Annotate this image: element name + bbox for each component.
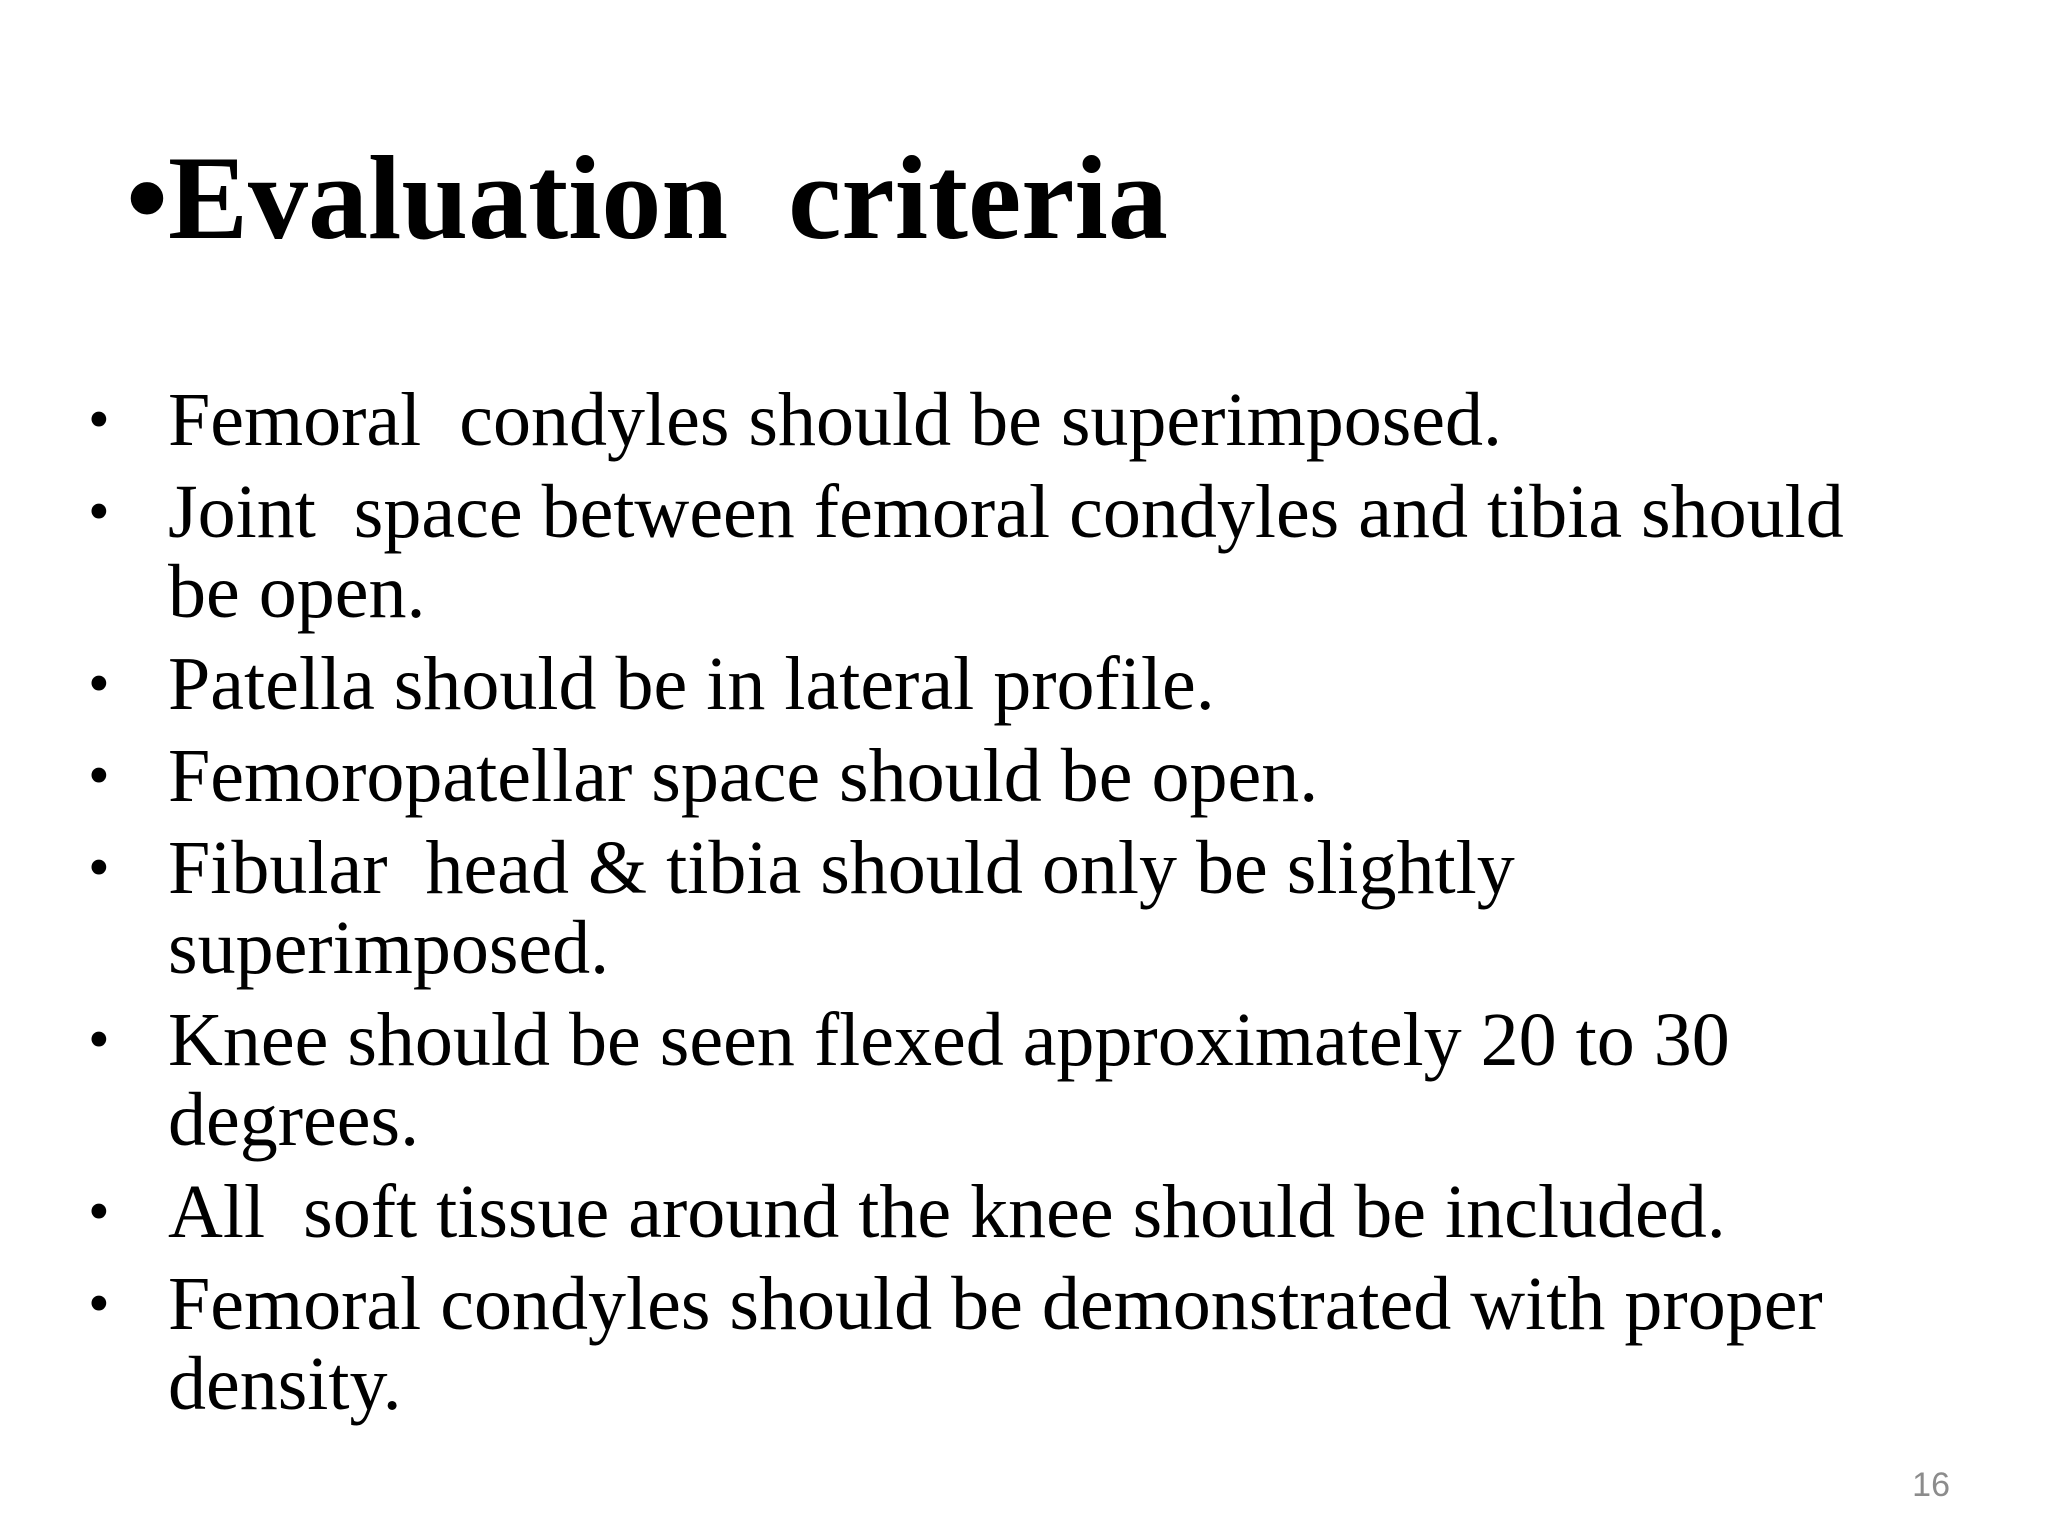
list-item-text: All soft tissue around the knee should be included. — [168, 1170, 1726, 1254]
page-number: 16 — [1912, 1466, 1950, 1504]
list-item-text: Femoral condyles should be demonstrated with proper density. — [168, 1262, 1823, 1426]
list-item — [88, 1264, 1988, 1424]
bullet-icon: • — [88, 742, 110, 810]
list-item-text: Patella should be in lateral profile. — [168, 642, 1215, 726]
list-item-text: Femoropatellar space should be open. — [168, 734, 1319, 818]
list-item — [88, 472, 1988, 632]
bullet-list — [88, 380, 1988, 1436]
list-item-text: Joint space between femoral condyles and tibia should be open. — [168, 470, 1844, 634]
list-item-text: Femoral condyles should be superimposed. — [168, 378, 1503, 462]
list-item — [88, 380, 1988, 460]
list-item — [88, 828, 1988, 988]
list-item-text: Knee should be seen flexed approximately 20 to 30 degrees. — [168, 998, 1730, 1162]
bullet-icon: • — [88, 386, 110, 454]
bullet-icon: • — [88, 650, 110, 718]
list-item-text: Fibular head & tibia should only be slightly superimposed. — [168, 826, 1515, 990]
bullet-icon: • — [88, 1006, 110, 1074]
list-item — [88, 644, 1988, 724]
bullet-icon: • — [88, 1270, 110, 1338]
list-item — [88, 736, 1988, 816]
slide-title: •Evaluation criteria — [126, 131, 1168, 264]
list-item — [88, 1172, 1988, 1252]
list-item — [88, 1000, 1988, 1160]
bullet-icon: • — [88, 1178, 110, 1246]
bullet-icon: • — [88, 478, 110, 546]
bullet-icon: • — [88, 834, 110, 902]
